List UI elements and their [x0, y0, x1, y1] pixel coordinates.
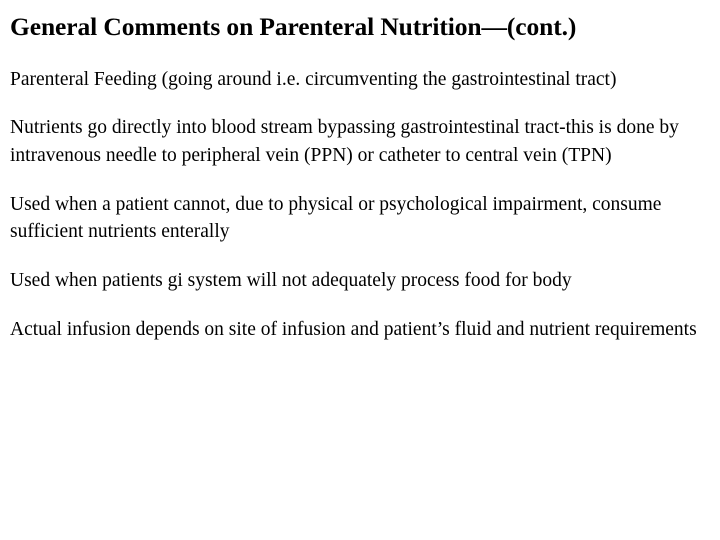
- body-paragraph: Used when patients gi system will not adequately process food for body: [10, 270, 572, 292]
- slide-body: [8, 66, 712, 344]
- body-paragraph: Nutrients go directly into blood stream bypassing gastrointestinal tract-this is done by intravenous needle to peripheral vein (PPN) or catheter to central vein (TPN): [10, 117, 679, 167]
- body-paragraph: Parenteral Feeding (going around i.e. circumventing the gastrointestinal tract): [10, 68, 617, 90]
- body-paragraph: Actual infusion depends on site of infusion and patient’s fluid and nutrient requirements: [10, 318, 697, 340]
- body-paragraph: Used when a patient cannot, due to physical or psychological impairment, consume sufficient nutrients enterally: [10, 193, 662, 243]
- slide-title: General Comments on Parenteral Nutrition—(cont.): [10, 12, 577, 41]
